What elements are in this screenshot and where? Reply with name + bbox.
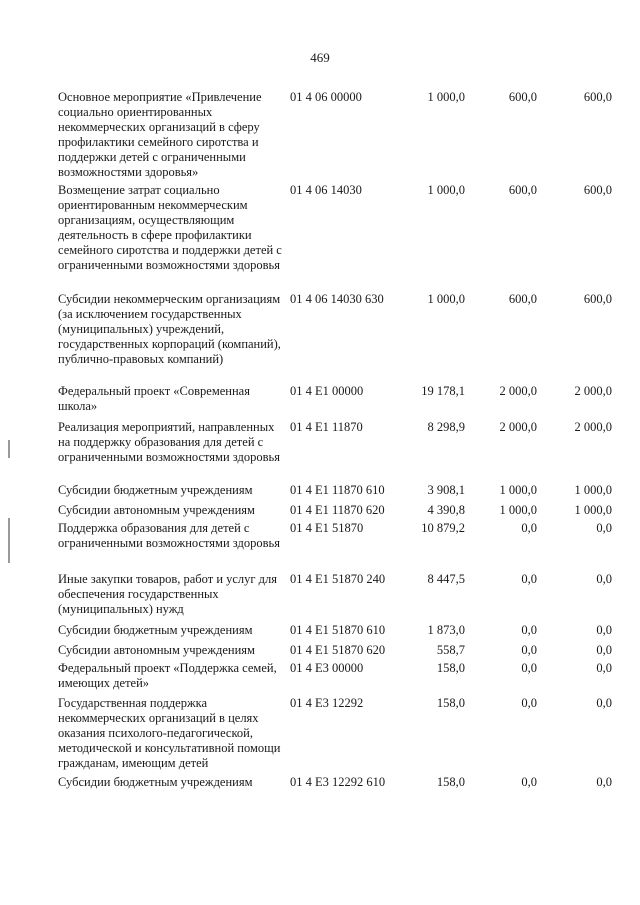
row-value-2: 2 000,0 (499, 420, 537, 434)
row-name: Иные закупки товаров, работ и услуг для обеспечения государственных (муниципальных) нужд (58, 572, 278, 616)
row-code: 01 4 E1 51870 610 (290, 623, 386, 637)
row-value-2: 0,0 (521, 643, 537, 657)
row-value-1: 10 879,2 (421, 521, 465, 535)
row-value-3: 2 000,0 (574, 384, 612, 398)
row-value-1: 158,0 (436, 775, 465, 789)
row-value-1: 158,0 (436, 661, 465, 675)
row-value-3: 0,0 (596, 661, 612, 675)
row-code: 01 4 06 14030 630 (290, 292, 384, 306)
row-value-1: 8 298,9 (427, 420, 465, 434)
row-name: Основное мероприятие «Привлечение социально ориентированных некоммерческих организаций в сферу профилактики семейного сиротства и поддержки детей с ограниченными возможностями здоровья» (58, 90, 262, 179)
row-name: Федеральный проект «Поддержка семей, имеющих детей» (58, 661, 277, 690)
row-code: 01 4 06 14030 (290, 183, 362, 197)
row-value-1: 3 908,1 (427, 483, 465, 497)
row-name: Субсидии бюджетным учреждениям (58, 623, 253, 637)
row-code: 01 4 E1 51870 620 (290, 643, 386, 657)
row-name: Возмещение затрат социально ориентированным некоммерческим организациям, осуществляющим деятельность в сфере профилактики семейного сиротства и поддержки детей с ограниченными возможностями здоровья (58, 183, 282, 272)
row-name: Субсидии автономным учреждениям (58, 643, 255, 657)
row-value-2: 1 000,0 (499, 503, 537, 517)
page-number: 469 (310, 50, 330, 65)
row-name: Субсидии некоммерческим организациям (за исключением государственных (муниципальных) учреждений, государственных корпораций (компаний), публично-правовых компаний) (58, 292, 281, 366)
row-code: 01 4 E1 11870 610 (290, 483, 385, 497)
row-code: 01 4 E3 12292 610 (290, 775, 386, 789)
row-value-1: 1 000,0 (427, 183, 465, 197)
row-value-2: 1 000,0 (499, 483, 537, 497)
row-value-1: 158,0 (436, 696, 465, 710)
row-value-3: 600,0 (583, 183, 612, 197)
row-code: 01 4 E1 51870 240 (290, 572, 386, 586)
row-value-2: 0,0 (521, 696, 537, 710)
row-value-2: 600,0 (508, 90, 537, 104)
row-name: Субсидии автономным учреждениям (58, 503, 255, 517)
edge-mark-2 (8, 518, 10, 563)
row-value-2: 600,0 (508, 292, 537, 306)
row-code: 01 4 E1 00000 (290, 384, 364, 398)
edge-mark-1 (8, 440, 10, 458)
row-value-1: 1 000,0 (427, 90, 465, 104)
row-value-3: 0,0 (596, 643, 612, 657)
row-name: Субсидии бюджетным учреждениям (58, 775, 253, 789)
row-value-2: 0,0 (521, 572, 537, 586)
row-value-3: 1 000,0 (574, 503, 612, 517)
row-value-3: 0,0 (596, 521, 612, 535)
row-value-3: 0,0 (596, 696, 612, 710)
row-value-1: 1 000,0 (427, 292, 465, 306)
row-value-2: 0,0 (521, 661, 537, 675)
row-value-3: 0,0 (596, 572, 612, 586)
row-value-2: 0,0 (521, 623, 537, 637)
row-name: Субсидии бюджетным учреждениям (58, 483, 253, 497)
row-code: 01 4 E1 11870 620 (290, 503, 385, 517)
row-name: Государственная поддержка некоммерческих организаций в целях оказания психолого-педагогической, методической и консультативной помощи гражданам, имеющим детей (58, 696, 281, 770)
row-value-2: 600,0 (508, 183, 537, 197)
row-value-1: 19 178,1 (421, 384, 465, 398)
row-value-3: 0,0 (596, 775, 612, 789)
row-name: Поддержка образования для детей с ограниченными возможностями здоровья (58, 521, 280, 550)
row-name: Федеральный проект «Современная школа» (58, 384, 250, 413)
row-value-2: 0,0 (521, 775, 537, 789)
row-value-3: 1 000,0 (574, 483, 612, 497)
row-code: 01 4 06 00000 (290, 90, 362, 104)
row-code: 01 4 E3 00000 (290, 661, 364, 675)
row-value-1: 1 873,0 (427, 623, 465, 637)
row-value-1: 558,7 (436, 643, 465, 657)
row-name: Реализация мероприятий, направленных на поддержку образования для детей с ограниченными возможностями здоровья (58, 420, 280, 464)
row-value-3: 600,0 (583, 292, 612, 306)
row-value-3: 0,0 (596, 623, 612, 637)
row-value-3: 2 000,0 (574, 420, 612, 434)
row-value-2: 0,0 (521, 521, 537, 535)
row-code: 01 4 E1 11870 (290, 420, 363, 434)
row-value-2: 2 000,0 (499, 384, 537, 398)
row-value-1: 8 447,5 (427, 572, 465, 586)
row-value-1: 4 390,8 (427, 503, 465, 517)
row-value-3: 600,0 (583, 90, 612, 104)
row-code: 01 4 E1 51870 (290, 521, 364, 535)
row-code: 01 4 E3 12292 (290, 696, 364, 710)
